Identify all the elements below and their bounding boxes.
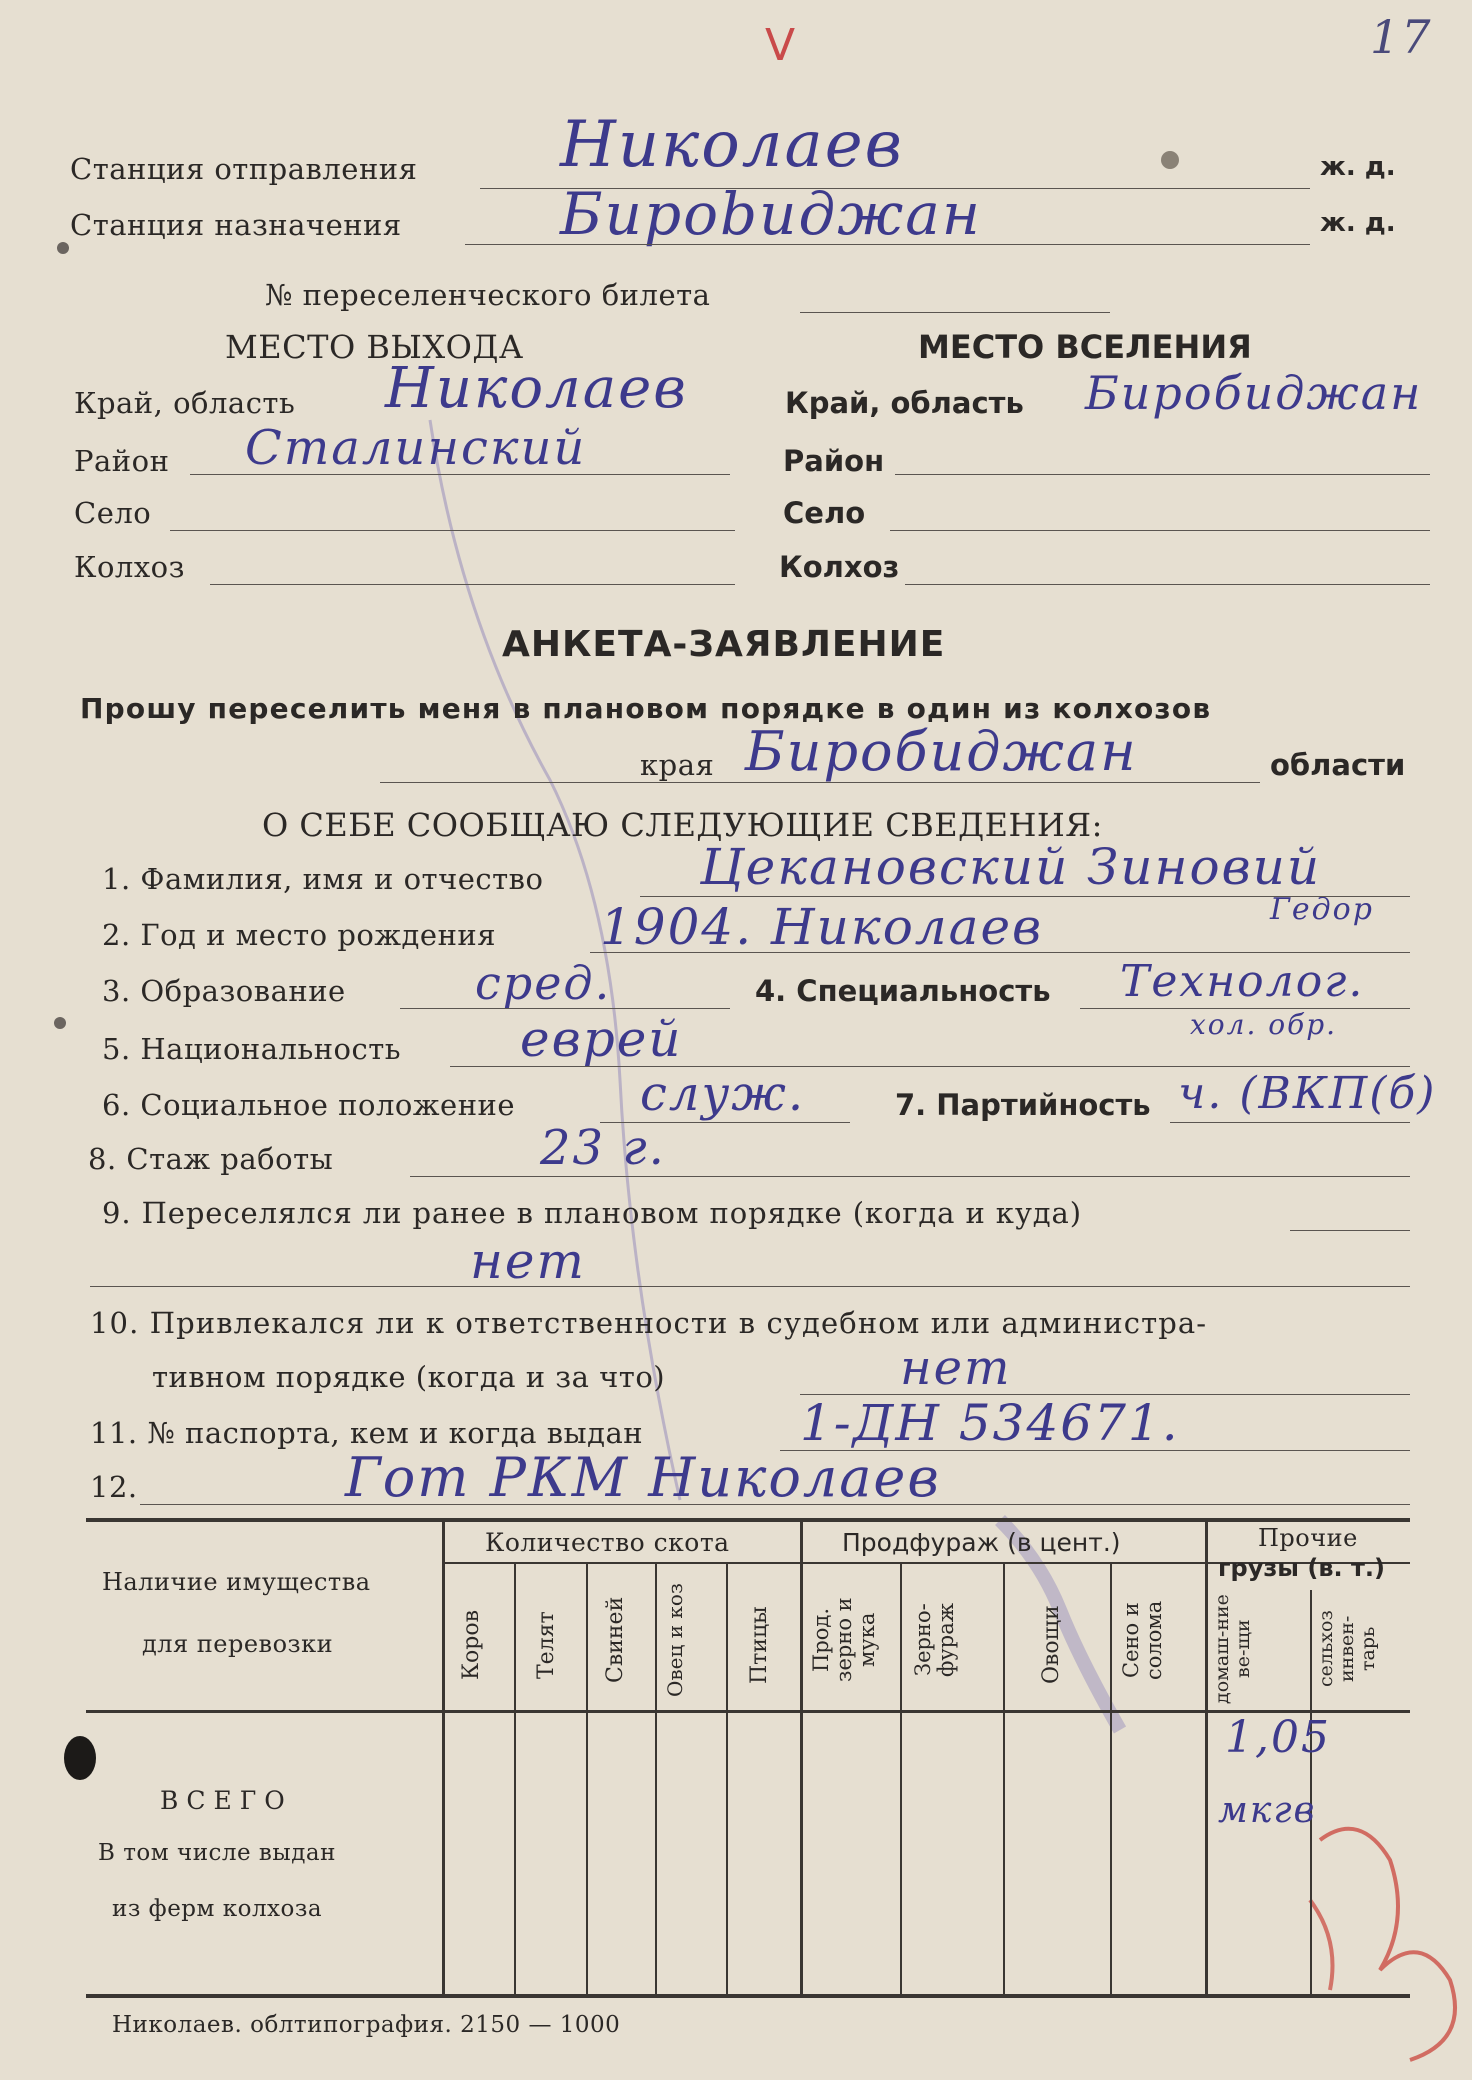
group-cattle: Количество скота	[485, 1528, 730, 1557]
item-6-value: служ.	[640, 1066, 806, 1122]
item-5-label: 5. Национальность	[102, 1032, 402, 1066]
settle-village-label: Село	[783, 496, 866, 530]
col-hay: Сено и солома	[1119, 1600, 1167, 1680]
item-6-label: 6. Социальное положение	[102, 1088, 516, 1122]
item-3-label: 3. Образование	[102, 974, 346, 1008]
included-label-2: из ферм колхоза	[112, 1896, 323, 1922]
punch-hole	[64, 1736, 96, 1780]
krai-label: края	[640, 748, 715, 782]
settle-district-label: Район	[783, 444, 885, 478]
item-7-label: 7. Партийность	[895, 1088, 1151, 1122]
item-5-value: еврей	[520, 1010, 683, 1068]
exit-village-label: Село	[74, 496, 152, 530]
col-agri: сельхоз инвен-тарь	[1315, 1610, 1379, 1688]
settle-region-value: Биробиджан	[1085, 366, 1423, 420]
pin-mark	[57, 242, 69, 254]
settle-kolkhoz-label: Колхоз	[779, 550, 900, 584]
item-11-value: 1-ДН 534671.	[800, 1394, 1180, 1452]
item-9-label: 9. Переселялся ли ранее в плановом порядке (когда и куда)	[102, 1196, 1082, 1230]
col-pigs: Свиней	[603, 1596, 628, 1684]
col-household: домаш-ние ве-щи	[1211, 1594, 1254, 1704]
oblast-label: области	[1270, 748, 1406, 782]
col-grain: Прод. зерно и мука	[809, 1597, 880, 1683]
settle-place-title: МЕСТО ВСЕЛЕНИЯ	[918, 328, 1252, 366]
settle-region-label: Край, область	[785, 386, 1024, 420]
item-4-value-2: хол. обр.	[1190, 1008, 1338, 1041]
form-title: АНКЕТА-ЗАЯВЛЕНИЕ	[502, 624, 946, 665]
group-other-1: Прочие	[1258, 1524, 1358, 1552]
col-veg: Овощи	[1039, 1605, 1064, 1685]
printer-imprint: Николаев. облтипография. 2150 — 1000	[112, 2012, 621, 2038]
destination-value: Бирobиджан	[560, 180, 982, 248]
group-feed: Продфураж (в цент.)	[842, 1528, 1121, 1557]
item-10-label-a: 10. Привлекался ли к ответственности в судебном или администра-	[90, 1306, 1208, 1340]
table-left-header-1: Наличие имущества	[102, 1568, 371, 1596]
household-unit: мкгв	[1218, 1790, 1317, 1831]
rail-suffix: ж. д.	[1320, 152, 1396, 182]
item-11-label: 11. № паспорта, кем и когда выдан	[90, 1416, 644, 1450]
check-mark: V	[765, 20, 796, 71]
item-10-label-b: тивном порядке (когда и за что)	[152, 1360, 666, 1394]
ticket-label: № переселенческого билета	[265, 278, 711, 312]
exit-region-value: Николаев	[385, 356, 688, 421]
item-2-value: 1904. Николаев	[600, 898, 1044, 956]
col-calves: Телят	[534, 1611, 559, 1679]
item-9-value: нет	[470, 1232, 586, 1290]
item-7-value: ч. (ВКП(б)	[1178, 1068, 1437, 1119]
item-3-value: сред.	[475, 956, 612, 1010]
exit-kolkhoz-label: Колхоз	[74, 550, 185, 584]
destination-label: Станция назначения	[70, 208, 402, 242]
exit-district-label: Район	[74, 444, 170, 478]
request-line-1: Прошу переселить меня в плановом порядке в один из колхозов	[80, 692, 1212, 725]
red-pencil-mark	[1310, 1900, 1333, 1990]
col-cows: Коров	[459, 1610, 484, 1680]
pin-mark	[54, 1017, 66, 1029]
item-8-label: 8. Стаж работы	[88, 1142, 334, 1176]
departure-value: Николаев	[560, 108, 904, 182]
table-left-header-2: для перевозки	[142, 1630, 334, 1658]
red-pencil-mark	[1320, 1829, 1455, 2060]
household-value: 1,05	[1225, 1712, 1331, 1763]
item-10-value: нет	[900, 1340, 1012, 1396]
item-1-value-2: Гедор	[1270, 892, 1374, 927]
pin-mark	[1161, 151, 1179, 169]
col-sheep: Овец и коз	[663, 1583, 687, 1697]
included-label-1: В том числе выдан	[98, 1840, 336, 1866]
item-12-label: 12.	[90, 1470, 138, 1504]
rail-suffix-2: ж. д.	[1320, 208, 1396, 238]
col-birds: Птицы	[747, 1606, 772, 1684]
item-1-label: 1. Фамилия, имя и отчество	[102, 862, 544, 896]
item-4-label: 4. Специальность	[755, 974, 1051, 1008]
exit-place-title: МЕСТО ВЫХОДА	[225, 328, 524, 366]
sheet-number: 17	[1370, 10, 1433, 64]
krai-value: Биробиджан	[745, 720, 1138, 783]
item-2-label: 2. Год и место рождения	[102, 918, 497, 952]
item-4-value: Технолог.	[1120, 956, 1365, 1007]
item-1-value: Цекановский Зиновий	[700, 838, 1322, 896]
total-label: ВСЕГО	[160, 1786, 293, 1815]
exit-district-value: Сталинский	[245, 420, 587, 476]
exit-region-label: Край, область	[74, 386, 296, 420]
departure-label: Станция отправления	[70, 152, 418, 186]
col-fodder: Зерно-фураж	[911, 1602, 959, 1678]
item-8-value: 23 г.	[540, 1120, 666, 1176]
info-heading: О СЕБЕ СООБЩАЮ СЛЕДУЮЩИЕ СВЕДЕНИЯ:	[262, 806, 1103, 844]
item-12-value: Гот РКМ Николаев	[345, 1446, 941, 1509]
group-other-2: грузы (в. т.)	[1218, 1554, 1385, 1582]
